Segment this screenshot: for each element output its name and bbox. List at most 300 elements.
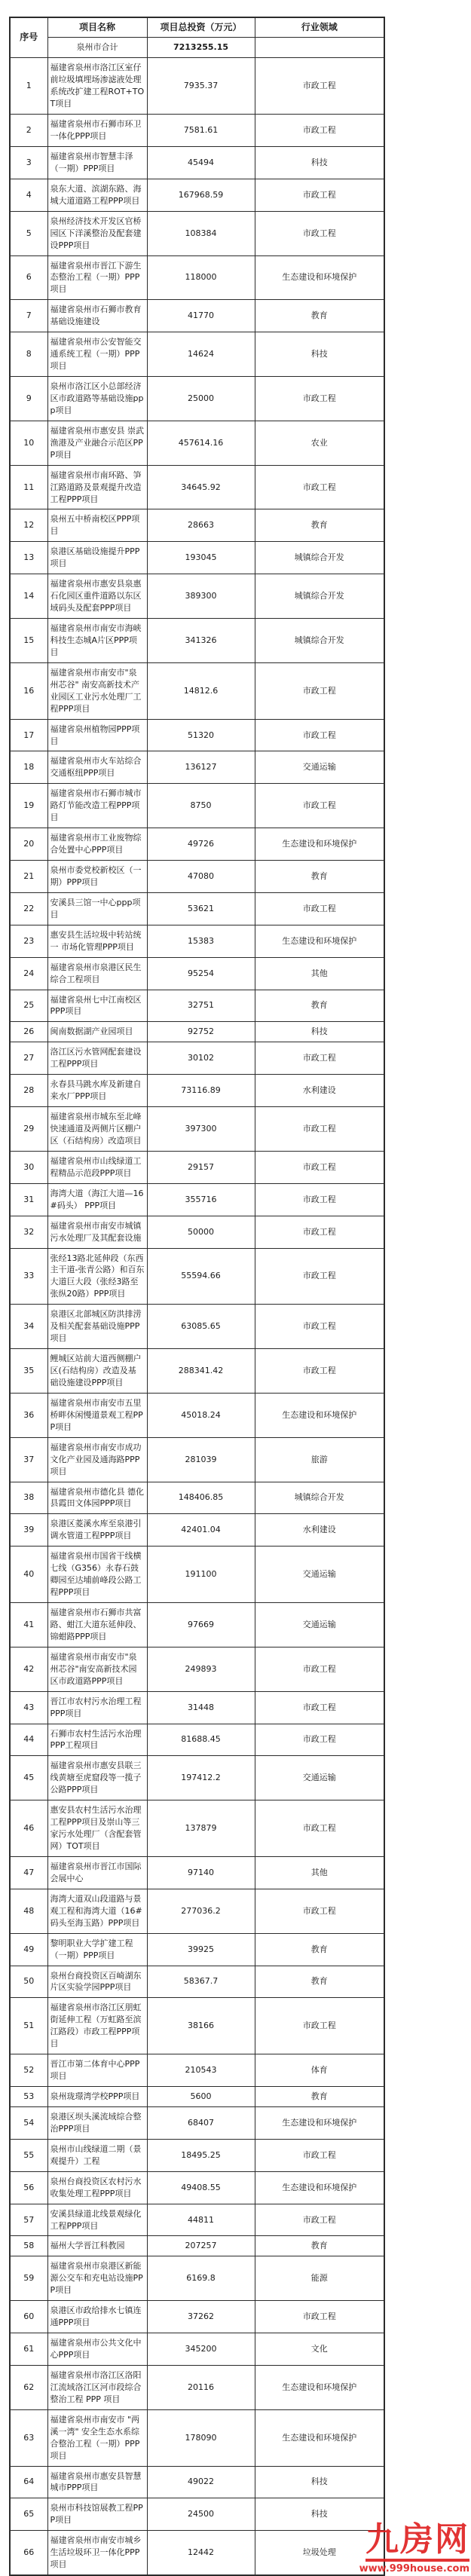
table-row [10,1856,384,1889]
project-name: 福建省泉州市惠安县 崇武渔港及产业融合示范区PPP项目 [47,421,147,465]
project-name: 晋江市农村污水治理工程PPP项目 [47,1691,147,1724]
project-investment: 95254 [147,957,255,990]
industry-field: 市政工程 [255,1647,384,1691]
table-row [10,1022,384,1042]
project-investment: 167968.59 [147,179,255,211]
watermark-logo: 九房网 [365,2522,469,2562]
industry-field: 生态建设和环境保护 [255,828,384,861]
industry-field: 市政工程 [255,1216,384,1248]
row-index: 44 [10,1724,47,1756]
project-name: 福建省泉州市南环路、笋江路道路及景观提升改造工程PPP项目 [47,465,147,509]
project-name: 安溪县绿道北线景观绿化工程PPP项目 [47,2204,147,2236]
project-investment: 45018.24 [147,1393,255,1437]
row-index: 59 [10,2256,47,2301]
project-investment: 355716 [147,1183,255,1216]
project-name: 安溪县三馆一中心ppp项目 [47,892,147,925]
project-investment: 137879 [147,1800,255,1857]
industry-field: 生态建设和环境保护 [255,925,384,957]
industry-field: 体育 [255,2054,384,2087]
industry-field: 生态建设和环境保护 [255,2106,384,2139]
table-row [10,1151,384,1183]
row-index: 49 [10,1933,47,1966]
project-name: 福建省泉州植物园PPP项目 [47,719,147,751]
row-index: 31 [10,1183,47,1216]
project-name: 泉州珑璟湾学校PPP项目 [47,2087,147,2107]
project-investment: 108384 [147,211,255,255]
project-name: 泉州市科技馆展教工程PPP项目 [47,2498,147,2531]
industry-field: 其他 [255,957,384,990]
row-index: 11 [10,465,47,509]
project-investment: 45494 [147,146,255,179]
industry-field: 市政工程 [255,719,384,751]
row-index: 39 [10,1514,47,1547]
project-investment: 191100 [147,1547,255,1603]
table-row [10,115,384,147]
project-investment: 281039 [147,1437,255,1482]
project-investment: 15383 [147,925,255,957]
project-investment: 29157 [147,1151,255,1183]
table-row [10,179,384,211]
industry-field: 交通运输 [255,1756,384,1800]
row-index: 1 [10,58,47,115]
project-investment: 51320 [147,719,255,751]
table-row [10,1691,384,1724]
row-index: 41 [10,1603,47,1647]
project-investment: 136127 [147,751,255,784]
table-row [10,1248,384,1305]
table-row [10,574,384,619]
project-investment: 12442 [147,2531,255,2575]
project-name: 福建省泉州市泉港区新能源公交车和充电站设施PPP项目 [47,2256,147,2301]
row-index: 6 [10,255,47,300]
row-index: 56 [10,2171,47,2204]
project-name: 海湾大道（海江大道—16#码头） PPP项目 [47,1183,147,1216]
watermark [359,2522,469,2574]
table-row [10,861,384,893]
row-index: 62 [10,2365,47,2409]
table-row [10,465,384,509]
industry-field: 生态建设和环境保护 [255,2365,384,2409]
industry-field: 市政工程 [255,784,384,828]
row-index: 66 [10,2531,47,2575]
industry-field: 城镇综合开发 [255,542,384,574]
project-investment: 97669 [147,1603,255,1647]
project-name: 泉港区北部城区防洪排涝及相关配套基础设施PPP项目 [47,1305,147,1349]
industry-field: 城镇综合开发 [255,574,384,619]
table-row [10,1724,384,1756]
table-row [10,1107,384,1152]
industry-field: 市政工程 [255,1998,384,2054]
project-investment: 41770 [147,300,255,332]
industry-field: 市政工程 [255,892,384,925]
project-name: 福建省泉州市惠安县智慧城市PPP项目 [47,2466,147,2498]
project-name: 鲤城区站前大道西侧棚户区(石结构房）改造及基础设施建设PPP项目 [47,1349,147,1394]
row-index: 20 [10,828,47,861]
industry-field: 市政工程 [255,662,384,719]
project-investment: 5600 [147,2087,255,2107]
project-investment: 24500 [147,2498,255,2531]
project-name: 泉州市洛江区小总部经济区市政道路等基础设施ppp项目 [47,377,147,421]
row-index: 17 [10,719,47,751]
row-index: 4 [10,179,47,211]
table-row [10,1889,384,1933]
table-row [10,377,384,421]
table-row [10,2365,384,2409]
row-index: 35 [10,1349,47,1394]
project-name: 福建省泉州七中江南校区PPP项目 [47,990,147,1022]
table-row [10,2204,384,2236]
project-investment: 249893 [147,1647,255,1691]
row-index: 47 [10,1856,47,1889]
project-name: 海湾大道双山段道路与景观工程和海湾大道（16#码头至海玉路）PPP项目 [47,1889,147,1933]
project-investment: 207257 [147,2236,255,2256]
project-investment: 50000 [147,1216,255,1248]
table-row [10,1514,384,1547]
table-row [10,146,384,179]
row-index: 12 [10,509,47,542]
table-row [10,211,384,255]
industry-field: 交通运输 [255,1547,384,1603]
project-name: 闽南数据湖产业园项目 [47,1022,147,1042]
industry-field: 市政工程 [255,2204,384,2236]
row-index: 28 [10,1075,47,1107]
row-index: 22 [10,892,47,925]
project-investment: 197412.2 [147,1756,255,1800]
project-name: 福建省泉州市城东至北峰快速通道及两侧片区棚户区（石结构房）改造项目 [47,1107,147,1152]
table-row [10,2498,384,2531]
table-row [10,1042,384,1075]
project-investment: 31448 [147,1691,255,1724]
row-index: 53 [10,2087,47,2107]
project-investment: 49408.55 [147,2171,255,2204]
total-row [10,38,384,58]
project-name: 福建省泉州市洛江区洛阳江流域洛江区河市段综合整治工程 PPP 项目 [47,2365,147,2409]
table-row [10,421,384,465]
industry-field: 交通运输 [255,1603,384,1647]
project-investment: 18495.25 [147,2139,255,2171]
industry-field: 科技 [255,1022,384,1042]
project-investment: 178090 [147,2409,255,2466]
table-row [10,1305,384,1349]
project-name: 惠安县生活垃圾中转站统一 市场化管理PPP项目 [47,925,147,957]
industry-field: 市政工程 [255,1042,384,1075]
table-row [10,619,384,663]
row-index: 26 [10,1022,47,1042]
project-name: 福建省泉州市南安市城乡生活垃圾环卫一体化PPP项目 [47,2531,147,2575]
industry-field: 市政工程 [255,1183,384,1216]
project-name: 晋江市第二体育中心PPP项目 [47,2054,147,2087]
table-row [10,1437,384,1482]
table-row [10,784,384,828]
row-index: 33 [10,1248,47,1305]
industry-field: 市政工程 [255,1248,384,1305]
ppp-project-table [9,17,385,2576]
project-name: 泉港区菱溪水库至泉港引调水管道工程PPP项目 [47,1514,147,1547]
industry-field: 生态建设和环境保护 [255,2171,384,2204]
table-row [10,2301,384,2333]
industry-field: 市政工程 [255,465,384,509]
project-name: 福建省泉州市公安智能交通系统工程（一期）PPP项目 [47,332,147,377]
row-index: 34 [10,1305,47,1349]
project-investment: 97140 [147,1856,255,1889]
project-name: 福建省泉州市晋江市国际会展中心 [47,1856,147,1889]
row-index: 2 [10,115,47,147]
row-index: 29 [10,1107,47,1152]
table-row [10,1756,384,1800]
table-row [10,719,384,751]
industry-field: 市政工程 [255,1107,384,1152]
row-index: 30 [10,1151,47,1183]
col-header-industry: 行业领域 [255,17,384,38]
table-row [10,1800,384,1857]
row-index: 27 [10,1042,47,1075]
project-investment: 53621 [147,892,255,925]
project-investment: 81688.45 [147,1724,255,1756]
row-index: 57 [10,2204,47,2236]
industry-field: 水利建设 [255,1514,384,1547]
project-name: 福建省泉州市石狮市共富路、蚶江大道东延伸段、锦蚶路PPP项目 [47,1603,147,1647]
row-index: 61 [10,2333,47,2366]
project-name: 福建省泉州市南安市"泉州芯谷" 南安高新技术产业园区工业污水处理厂工程PPP项目 [47,662,147,719]
table-row [10,1349,384,1394]
project-name: 福建省泉州市德化县 德化县霞田文体园PPP项目 [47,1482,147,1514]
industry-field: 能源 [255,2256,384,2301]
table-row [10,2333,384,2366]
table-body [10,58,384,2575]
table-row [10,1998,384,2054]
industry-field: 教育 [255,509,384,542]
industry-field: 市政工程 [255,1800,384,1857]
row-index: 8 [10,332,47,377]
industry-field: 市政工程 [255,179,384,211]
project-name: 福州大学晋江科教园 [47,2236,147,2256]
project-investment: 14624 [147,332,255,377]
project-name: 泉东大道、滨湖东路、海城大道道路工程PPP项目 [47,179,147,211]
industry-field: 市政工程 [255,2139,384,2171]
table-row [10,751,384,784]
project-name: 福建省泉州市南安市成功文化产业园及通海路PPP项目 [47,1437,147,1482]
table-row [10,990,384,1022]
row-index: 5 [10,211,47,255]
row-index: 46 [10,1800,47,1857]
project-investment: 389300 [147,574,255,619]
industry-field: 市政工程 [255,1349,384,1394]
project-investment: 210543 [147,2054,255,2087]
project-name: 黎明职业大学扩建工程（一期）PPP项目 [47,1933,147,1966]
row-index: 45 [10,1756,47,1800]
project-name: 福建省泉州市惠安县联三线黄塘至虎窟段等一揽子公路PPP项目 [47,1756,147,1800]
project-investment: 193045 [147,542,255,574]
project-name: 福建省泉州市洛江区朋虹街延伸工程（万虹路至滨江路段）市政工程PPP项目 [47,1998,147,2054]
table-row [10,1547,384,1603]
table-row [10,1966,384,1998]
project-investment: 32751 [147,990,255,1022]
row-index: 13 [10,542,47,574]
industry-field: 教育 [255,1933,384,1966]
project-investment: 6169.8 [147,2256,255,2301]
project-name: 泉港区市政给排水七镇连通PPP项目 [47,2301,147,2333]
industry-field: 市政工程 [255,2301,384,2333]
table-row [10,828,384,861]
row-index: 10 [10,421,47,465]
project-investment: 58367.7 [147,1966,255,1998]
industry-field: 市政工程 [255,1889,384,1933]
table-row [10,1482,384,1514]
row-index: 55 [10,2139,47,2171]
row-index: 19 [10,784,47,828]
table-row [10,255,384,300]
table-row [10,1393,384,1437]
table-row [10,2139,384,2171]
table-row [10,2236,384,2256]
project-investment: 39925 [147,1933,255,1966]
project-investment: 25000 [147,377,255,421]
row-index: 38 [10,1482,47,1514]
industry-field: 科技 [255,2466,384,2498]
project-investment: 345200 [147,2333,255,2366]
industry-field: 生态建设和环境保护 [255,2409,384,2466]
table-row [10,2466,384,2498]
project-investment: 7581.61 [147,115,255,147]
col-header-project-name: 项目名称 [47,17,147,38]
project-name: 福建省泉州市工业废物综合处置中心PPP项目 [47,828,147,861]
project-name: 永春县马跳水库及新建自来水厂PPP项目 [47,1075,147,1107]
table-row [10,2087,384,2107]
industry-field: 其他 [255,1856,384,1889]
row-index: 24 [10,957,47,990]
project-investment: 277036.2 [147,1889,255,1933]
industry-field: 市政工程 [255,115,384,147]
project-investment: 14812.6 [147,662,255,719]
table-row [10,1933,384,1966]
project-name: 泉港区基础设施提升PPP项目 [47,542,147,574]
industry-field: 教育 [255,861,384,893]
row-index: 3 [10,146,47,179]
row-index: 60 [10,2301,47,2333]
project-investment: 20116 [147,2365,255,2409]
industry-field: 教育 [255,1966,384,1998]
table-row [10,2106,384,2139]
industry-field: 市政工程 [255,1691,384,1724]
table-row [10,1647,384,1691]
project-name: 泉州台商投资区百崎湖东片区实验学园PPP项目 [47,1966,147,1998]
project-name: 福建省泉州市南安市"泉州芯谷"南安高新技术园区市政道路PPP项目 [47,1647,147,1691]
project-name: 泉港区坝头溪流域综合整治PPP项目 [47,2106,147,2139]
industry-field: 生态建设和环境保护 [255,1393,384,1437]
table-row [10,1075,384,1107]
project-investment: 63085.65 [147,1305,255,1349]
industry-field: 生态建设和环境保护 [255,255,384,300]
total-row-industry [255,38,384,58]
table-row [10,662,384,719]
project-investment: 148406.85 [147,1482,255,1514]
row-index: 48 [10,1889,47,1933]
table-row [10,2409,384,2466]
table-row [10,925,384,957]
table-row [10,542,384,574]
table-row [10,2054,384,2087]
project-name: 泉州市山线绿道二期（景观提升）工程 [47,2139,147,2171]
project-name: 泉州台商投资区农村污水收集处理工程PPP项目 [47,2171,147,2204]
total-row-investment: 7213255.15 [147,38,255,58]
project-investment: 34645.92 [147,465,255,509]
table-row [10,1183,384,1216]
project-investment: 47080 [147,861,255,893]
project-name: 福建省泉州市南安市城镇污水处理厂及其配套设施 [47,1216,147,1248]
project-investment: 49726 [147,828,255,861]
table-row [10,300,384,332]
project-name: 福建省泉州市洛江区室仔前垃圾填埋场渗滤液处理系统改扩建工程ROT+TOT项目 [47,58,147,115]
row-index: 42 [10,1647,47,1691]
project-investment: 49022 [147,2466,255,2498]
project-investment: 68407 [147,2106,255,2139]
row-index: 21 [10,861,47,893]
row-index: 37 [10,1437,47,1482]
project-investment: 42401.04 [147,1514,255,1547]
industry-field: 垃圾处理 [255,2531,384,2575]
project-name: 张经13路北延伸段（东西主干道-张青公路）和百东大道巨大段（张经3路至张纵20路）PPP项目 [47,1248,147,1305]
project-investment: 73116.89 [147,1075,255,1107]
industry-field: 教育 [255,2087,384,2107]
watermark-site-url: www.999house.com [359,2563,469,2575]
industry-field: 水利建设 [255,1075,384,1107]
project-investment: 28663 [147,509,255,542]
project-investment: 37262 [147,2301,255,2333]
row-index: 43 [10,1691,47,1724]
project-name: 福建省泉州市南安市 "两溪一湾" 安全生态水系综合整治工程（一期）PPP项目 [47,2409,147,2466]
project-name: 福建省泉州市公共文化中心PPP项目 [47,2333,147,2366]
industry-field: 旅游 [255,1437,384,1482]
row-index: 65 [10,2498,47,2531]
project-investment: 30102 [147,1042,255,1075]
industry-field: 科技 [255,146,384,179]
total-row-label: 泉州市合计 [47,38,147,58]
project-investment: 288341.42 [147,1349,255,1394]
row-index: 58 [10,2236,47,2256]
row-index: 7 [10,300,47,332]
project-name: 福建省泉州市晋江下游生态整治工程（一期）PPP项目 [47,255,147,300]
row-index: 63 [10,2409,47,2466]
project-name: 福建省泉州市石狮市城市路灯节能改造工程PPP项目 [47,784,147,828]
row-index: 64 [10,2466,47,2498]
project-name: 泉州五中桥南校区PPP项目 [47,509,147,542]
project-investment: 457614.16 [147,421,255,465]
project-name: 福建省泉州市火车站综合交通枢纽PPP项目 [47,751,147,784]
row-index: 9 [10,377,47,421]
table-row [10,2531,384,2575]
project-investment: 44811 [147,2204,255,2236]
industry-field: 城镇综合开发 [255,619,384,663]
project-name: 福建省泉州市南安市五里桥畔休闲慢道景观工程PPP项目 [47,1393,147,1437]
industry-field: 文化 [255,2333,384,2366]
project-name: 洛江区污水管网配套建设工程PPP项目 [47,1042,147,1075]
table-row [10,509,384,542]
industry-field: 农业 [255,421,384,465]
industry-field: 科技 [255,332,384,377]
project-investment: 8750 [147,784,255,828]
row-index: 16 [10,662,47,719]
row-index: 51 [10,1998,47,2054]
row-index: 50 [10,1966,47,1998]
project-investment: 341326 [147,619,255,663]
project-investment: 55594.66 [147,1248,255,1305]
project-name: 福建省泉州市南安市海峡科技生态城A片区PPP项目 [47,619,147,663]
row-index: 54 [10,2106,47,2139]
industry-field: 市政工程 [255,58,384,115]
project-investment: 397300 [147,1107,255,1152]
table-row [10,1216,384,1248]
project-investment: 38166 [147,1998,255,2054]
